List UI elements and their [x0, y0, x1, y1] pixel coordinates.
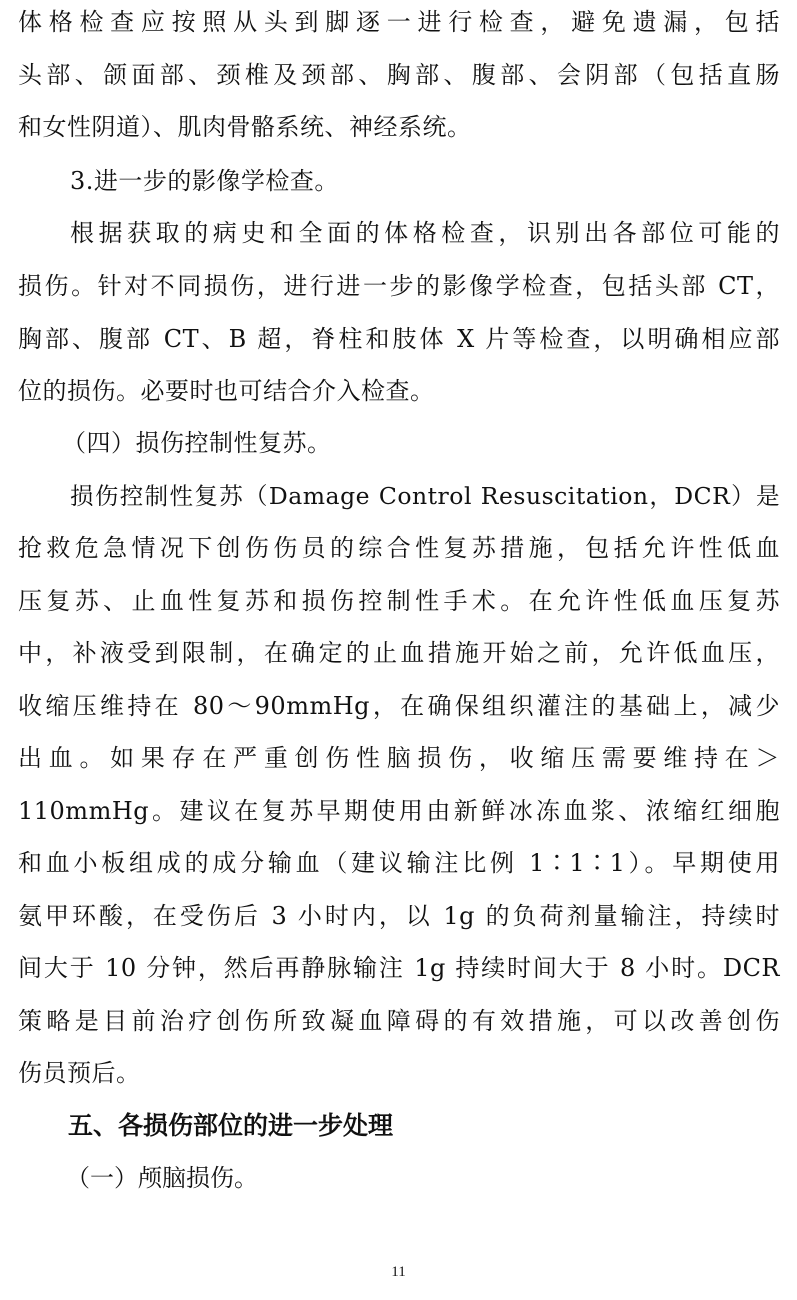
- paragraph-line: 压复苏、止血性复苏和损伤控制性手术。在允许性低血压复苏: [18, 587, 780, 615]
- subheading-imaging: 3.进一步的影像学检查。: [70, 167, 339, 195]
- paragraph-line: 伤员预后。: [18, 1059, 141, 1087]
- paragraph-line: 110mmHg。建议在复苏早期使用由新鲜冰冻血浆、浓缩红细胞: [18, 797, 780, 825]
- paragraph-line: 和血小板组成的成分输血（建议输注比例 1∶1∶1）。早期使用: [18, 849, 780, 877]
- section-heading: 五、各损伤部位的进一步处理: [68, 1111, 394, 1140]
- page-number: 11: [391, 1264, 406, 1280]
- paragraph-line: 位的损伤。必要时也可结合介入检查。: [18, 377, 435, 405]
- paragraph-line: 中，补液受到限制，在确定的止血措施开始之前，允许低血压，: [18, 639, 780, 667]
- paragraph-line: 出血。如果存在严重创伤性脑损伤，收缩压需要维持在＞: [18, 744, 780, 772]
- paragraph-line: 体格检查应按照从头到脚逐一进行检查，避免遗漏，包括: [18, 8, 780, 36]
- paragraph-line: 策略是目前治疗创伤所致凝血障碍的有效措施，可以改善创伤: [18, 1007, 780, 1035]
- subsection-heading: （一）颅脑损伤。: [66, 1164, 258, 1192]
- paragraph-line: 胸部、腹部 CT、B 超，脊柱和肢体 X 片等检查，以明确相应部: [18, 325, 780, 353]
- paragraph-line: 抢救危急情况下创伤伤员的综合性复苏措施，包括允许性低血: [18, 534, 780, 562]
- paragraph-line: 头部、颌面部、颈椎及颈部、胸部、腹部、会阴部（包括直肠: [18, 61, 780, 89]
- paragraph-line: 损伤控制性复苏（Damage Control Resuscitation，DCR）是: [70, 482, 780, 510]
- paragraph-line: 和女性阴道）、肌肉骨骼系统、神经系统。: [18, 113, 472, 141]
- paragraph-line: 根据获取的病史和全面的体格检查，识别出各部位可能的: [70, 219, 780, 247]
- paragraph-line: 损伤。针对不同损伤，进行进一步的影像学检查，包括头部 CT，: [18, 272, 780, 300]
- paragraph-line: 收缩压维持在 80～90mmHg，在确保组织灌注的基础上，减少: [18, 692, 780, 720]
- paragraph-line: 氨甲环酸，在受伤后 3 小时内，以 1g 的负荷剂量输注，持续时: [18, 902, 780, 930]
- subheading-dcr: （四）损伤控制性复苏。: [62, 429, 332, 457]
- paragraph-line: 间大于 10 分钟，然后再静脉输注 1g 持续时间大于 8 小时。DCR: [18, 954, 780, 982]
